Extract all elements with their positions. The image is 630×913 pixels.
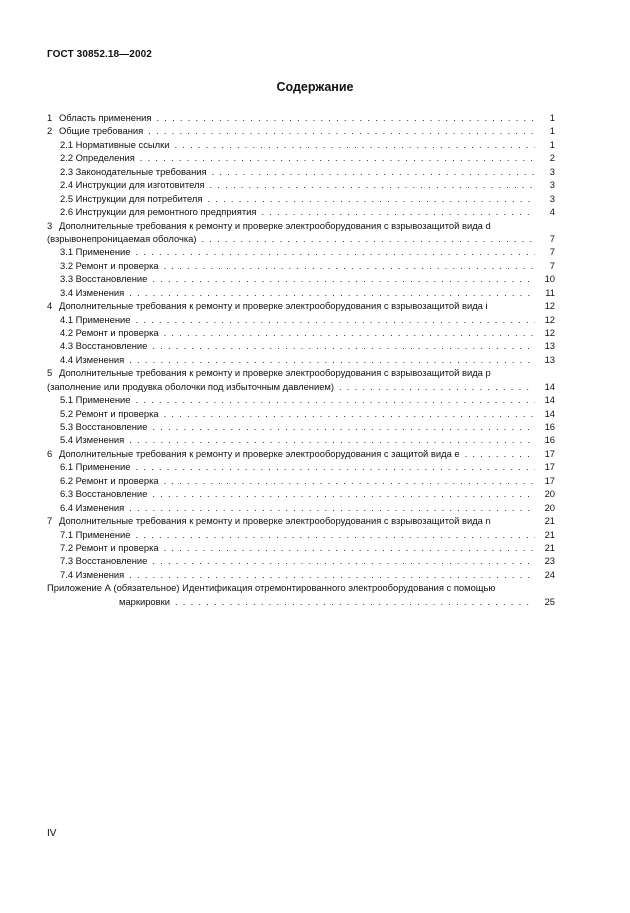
toc-entry[interactable] bbox=[47, 259, 555, 272]
toc-entry-page: 14 bbox=[544, 394, 555, 406]
dot-leader bbox=[129, 501, 535, 514]
dot-leader bbox=[164, 407, 535, 420]
dot-leader bbox=[261, 205, 535, 218]
toc-entry-label: Общие требования bbox=[59, 125, 144, 137]
toc-entry[interactable] bbox=[47, 205, 555, 218]
dot-leader bbox=[136, 460, 535, 473]
dot-leader bbox=[152, 487, 535, 500]
toc-entry[interactable] bbox=[47, 447, 555, 460]
toc-entry-page: 12 bbox=[544, 300, 555, 312]
toc-entry[interactable] bbox=[47, 165, 555, 178]
toc-entry[interactable] bbox=[47, 366, 555, 393]
toc-entry-label: 5.4 Изменения bbox=[60, 434, 125, 446]
toc-entry-number: 4 bbox=[47, 300, 53, 312]
toc-entry-page: 17 bbox=[544, 447, 555, 459]
dot-leader bbox=[129, 568, 535, 581]
toc-entry[interactable] bbox=[47, 554, 555, 567]
toc-entry-label: 5.1 Применение bbox=[60, 394, 131, 406]
dot-leader bbox=[339, 380, 535, 393]
page-number: IV bbox=[47, 828, 57, 839]
toc-entry[interactable] bbox=[47, 178, 555, 191]
toc-appendix-entry[interactable] bbox=[47, 581, 555, 608]
toc-entry-page: 20 bbox=[544, 488, 555, 500]
toc-entry-number: 3 bbox=[47, 219, 53, 231]
toc-entry[interactable] bbox=[47, 219, 555, 246]
toc-entry-number: 1 bbox=[47, 111, 53, 123]
dot-leader bbox=[210, 178, 535, 191]
dot-leader bbox=[136, 528, 535, 541]
toc-entry-text bbox=[47, 581, 555, 608]
toc-entry-label: 3.2 Ремонт и проверка bbox=[60, 259, 159, 271]
toc-entry[interactable] bbox=[47, 514, 555, 527]
toc-entry-line bbox=[47, 581, 555, 594]
toc-entry-page: 24 bbox=[544, 568, 555, 580]
toc-entry-page: 13 bbox=[544, 353, 555, 365]
toc-entry-number: 2 bbox=[47, 125, 53, 137]
toc-entry[interactable] bbox=[47, 313, 555, 326]
toc-entry[interactable] bbox=[47, 460, 555, 473]
document-id: ГОСТ 30852.18—2002 bbox=[47, 49, 152, 60]
dot-leader bbox=[164, 259, 535, 272]
toc-entry-label: 3.3 Восстановление bbox=[60, 273, 148, 285]
dot-leader bbox=[175, 595, 535, 608]
toc-entry[interactable] bbox=[47, 299, 555, 312]
toc-entry-label: 7.3 Восстановление bbox=[60, 555, 148, 567]
toc-entry-page: 21 bbox=[544, 541, 555, 553]
toc-entry-page: 10 bbox=[544, 273, 555, 285]
toc-entry[interactable] bbox=[47, 568, 555, 581]
toc-entry[interactable] bbox=[47, 353, 555, 366]
toc-entry-number: 6 bbox=[47, 447, 53, 459]
toc-entry-number: 7 bbox=[47, 515, 53, 527]
toc-entry[interactable] bbox=[47, 487, 555, 500]
dot-leader bbox=[129, 286, 535, 299]
toc-entry-page: 12 bbox=[544, 313, 555, 325]
toc-entry-page: 3 bbox=[549, 179, 555, 191]
toc-entry[interactable] bbox=[47, 501, 555, 514]
dot-leader bbox=[136, 245, 535, 258]
toc-entry[interactable] bbox=[47, 245, 555, 258]
toc-entry-label: 4.2 Ремонт и проверка bbox=[60, 326, 159, 338]
dot-leader bbox=[136, 313, 535, 326]
toc-entry[interactable] bbox=[47, 474, 555, 487]
toc-entry-number: 5 bbox=[47, 367, 53, 379]
dot-leader bbox=[136, 393, 535, 406]
toc-entry-page: 1 bbox=[549, 111, 555, 123]
toc-entry[interactable] bbox=[47, 434, 555, 447]
toc-entry-page: 4 bbox=[549, 206, 555, 218]
toc-entry-page: 16 bbox=[544, 434, 555, 446]
toc-entry-label: 6.2 Ремонт и проверка bbox=[60, 474, 159, 486]
toc-entry[interactable] bbox=[47, 407, 555, 420]
toc-entry[interactable] bbox=[47, 272, 555, 285]
dot-leader bbox=[152, 420, 535, 433]
toc-entry-label: 4.3 Восстановление bbox=[60, 340, 148, 352]
toc-entry-label-continued: (заполнение или продувка оболочки под избыточным давлением) bbox=[47, 380, 334, 392]
toc-entry-page: 7 bbox=[549, 246, 555, 258]
toc-entry-page: 20 bbox=[544, 501, 555, 513]
toc-entry[interactable] bbox=[47, 326, 555, 339]
toc-entry-page: 23 bbox=[544, 555, 555, 567]
toc-entry-label-continued: (взрывонепроницаемая оболочка) bbox=[47, 232, 197, 244]
dot-leader bbox=[152, 554, 535, 567]
toc-entry-page: 14 bbox=[544, 380, 555, 392]
toc-entry-label: 7.4 Изменения bbox=[60, 568, 125, 580]
toc-entry[interactable] bbox=[47, 192, 555, 205]
toc-entry[interactable] bbox=[47, 124, 555, 137]
toc-entry-label: 3.1 Применение bbox=[60, 246, 131, 258]
toc-entry-label: Дополнительные требования к ремонту и проверке электрооборудования с взрывозащитой вида i bbox=[59, 300, 488, 312]
toc-entry-label: 2.2 Определения bbox=[60, 152, 135, 164]
toc-entry-text bbox=[47, 366, 555, 393]
dot-leader bbox=[129, 353, 535, 366]
toc-entry-label: 2.6 Инструкции для ремонтного предприятия bbox=[60, 206, 257, 218]
toc-entry-label: 3.4 Изменения bbox=[60, 286, 125, 298]
toc-entry-page: 17 bbox=[544, 474, 555, 486]
toc-entry-label: 5.2 Ремонт и проверка bbox=[60, 407, 159, 419]
dot-leader bbox=[152, 339, 535, 352]
toc-entry[interactable] bbox=[47, 420, 555, 433]
toc-entry-page: 21 bbox=[544, 515, 555, 527]
toc-entry-page: 21 bbox=[544, 528, 555, 540]
toc-entry[interactable] bbox=[47, 286, 555, 299]
toc-entry-page: 13 bbox=[544, 340, 555, 352]
appendix-label: Приложение А (обязательное) Идентификация отремонтированного электрооборудования с помощью bbox=[47, 582, 496, 594]
toc-entry[interactable] bbox=[47, 138, 555, 151]
dot-leader bbox=[156, 111, 535, 124]
dot-leader bbox=[164, 474, 535, 487]
toc-entry-page: 1 bbox=[549, 138, 555, 150]
dot-leader bbox=[148, 124, 535, 137]
toc-entry-page: 2 bbox=[549, 152, 555, 164]
dot-leader bbox=[465, 447, 535, 460]
toc-entry-text bbox=[47, 219, 555, 246]
toc-entry-page: 14 bbox=[544, 407, 555, 419]
table-of-contents bbox=[47, 111, 555, 608]
toc-entry-line bbox=[47, 219, 555, 232]
toc-entry-label: 2.1 Нормативные ссылки bbox=[60, 138, 170, 150]
toc-entry-label: Область применения bbox=[59, 111, 152, 123]
toc-entry-label: 7.1 Применение bbox=[60, 528, 131, 540]
toc-entry-label: 2.4 Инструкции для изготовителя bbox=[60, 179, 205, 191]
toc-entry[interactable] bbox=[47, 111, 555, 124]
toc-entry-label: 4.4 Изменения bbox=[60, 353, 125, 365]
appendix-page: 25 bbox=[544, 595, 555, 607]
toc-entry-line bbox=[47, 366, 555, 379]
dot-leader bbox=[202, 232, 536, 245]
dot-leader bbox=[164, 326, 535, 339]
toc-entry-page: 1 bbox=[549, 125, 555, 137]
toc-entry-line bbox=[47, 232, 555, 245]
toc-entry-page: 11 bbox=[545, 286, 555, 298]
toc-entry-page: 7 bbox=[549, 232, 555, 244]
toc-entry-page: 16 bbox=[544, 421, 555, 433]
toc-entry[interactable] bbox=[47, 541, 555, 554]
toc-entry-line bbox=[47, 380, 555, 393]
toc-entry-label: 6.1 Применение bbox=[60, 461, 131, 473]
dot-leader bbox=[129, 433, 535, 446]
dot-leader bbox=[140, 151, 535, 164]
toc-entry-label: Дополнительные требования к ремонту и проверке электрооборудования с взрывозащитой вида d bbox=[59, 219, 491, 231]
toc-entry-page: 12 bbox=[544, 326, 555, 338]
toc-entry-label: 5.3 Восстановление bbox=[60, 421, 148, 433]
toc-entry-label: Дополнительные требования к ремонту и проверке электрооборудования с взрывозащитой вида n bbox=[59, 515, 491, 527]
dot-leader bbox=[152, 272, 535, 285]
toc-entry-label: Дополнительные требования к ремонту и проверке электрооборудования с защитой вида e bbox=[59, 447, 460, 459]
toc-entry-label: 6.3 Восстановление bbox=[60, 488, 148, 500]
toc-entry-label: 4.1 Применение bbox=[60, 313, 131, 325]
toc-entry-label: 2.5 Инструкции для потребителя bbox=[60, 192, 203, 204]
dot-leader bbox=[207, 192, 535, 205]
toc-entry-label: Дополнительные требования к ремонту и проверке электрооборудования с взрывозащитой вида p bbox=[59, 367, 491, 379]
dot-leader bbox=[164, 541, 535, 554]
toc-entry-page: 17 bbox=[544, 461, 555, 473]
dot-leader bbox=[212, 165, 535, 178]
toc-entry-page: 3 bbox=[549, 192, 555, 204]
toc-entry-label: 2.3 Законодательные требования bbox=[60, 165, 207, 177]
toc-title: Содержание bbox=[276, 80, 354, 94]
toc-entry-page: 3 bbox=[549, 165, 555, 177]
toc-entry-page: 7 bbox=[549, 259, 555, 271]
toc-entry-label: 7.2 Ремонт и проверка bbox=[60, 541, 159, 553]
toc-entry[interactable] bbox=[47, 528, 555, 541]
toc-entry[interactable] bbox=[47, 393, 555, 406]
toc-entry-line bbox=[47, 595, 555, 608]
dot-leader bbox=[174, 138, 535, 151]
toc-entry[interactable] bbox=[47, 339, 555, 352]
toc-entry-label: 6.4 Изменения bbox=[60, 501, 125, 513]
toc-entry[interactable] bbox=[47, 151, 555, 164]
appendix-label-continued: маркировки bbox=[119, 595, 170, 607]
